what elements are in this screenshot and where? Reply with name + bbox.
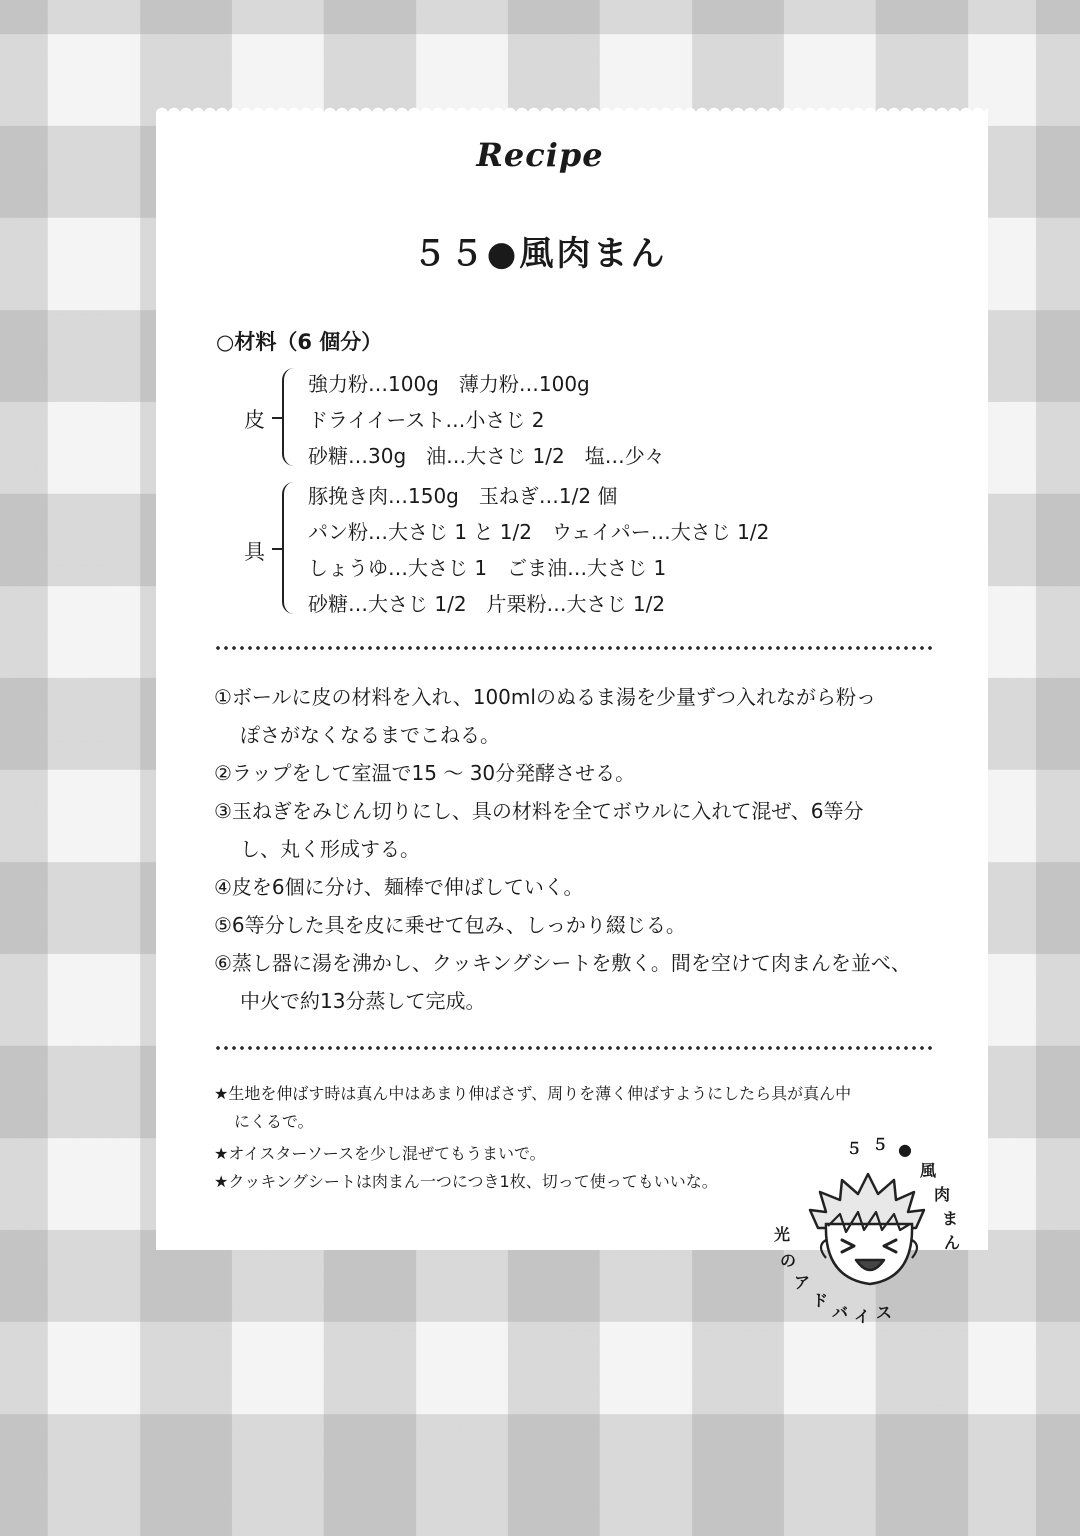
badge-char: 光: [774, 1225, 791, 1244]
ingredient-line: 砂糖…30g 油…大さじ 1/2 塩…少々: [308, 444, 665, 468]
dotted-divider: [214, 1046, 936, 1050]
step-text: ⑥蒸し器に湯を沸かし、クッキングシートを敷く。間を空けて肉まんを並べ、: [214, 951, 911, 975]
step-2: [214, 754, 944, 792]
badge-char: 風: [920, 1161, 937, 1180]
step-text: ③玉ねぎをみじん切りにし、具の材料を全てボウルに入れて混ぜ、6等分: [214, 799, 864, 823]
ingredient-line: 砂糖…大さじ 1/2 片栗粉…大さじ 1/2: [308, 592, 666, 616]
badge-char: ス: [876, 1303, 893, 1322]
note-1: [214, 1080, 944, 1136]
step-text: ④皮を6個に分け、麺棒で伸ばしていく。: [214, 875, 584, 899]
step-3: [214, 792, 944, 868]
recipe-label: Recipe: [476, 136, 604, 174]
step-6: [214, 944, 944, 1020]
note-text: ★オイスターソースを少し混ぜてもうまいで。: [214, 1144, 546, 1163]
note-text-cont: にくるで。: [234, 1112, 314, 1131]
note-text: ★生地を伸ばす時は真ん中はあまり伸ばさず、周りを薄く伸ばすようにしたら具が真ん中: [214, 1084, 852, 1103]
badge-char: ●: [898, 1140, 912, 1159]
step-1: [214, 678, 944, 754]
badge-char: イ: [854, 1307, 871, 1326]
step-text: ①ボールに皮の材料を入れ、100mlのぬるま湯を少量ずつ入れながら粉っ: [214, 685, 876, 709]
badge-char: ５: [846, 1139, 863, 1158]
character-face-icon: [800, 1166, 940, 1296]
dotted-divider: [214, 646, 936, 650]
step-5: [214, 906, 944, 944]
badge-char: ん: [944, 1233, 961, 1252]
ingredient-line: 豚挽き肉…150g 玉ねぎ…1/2 個: [308, 484, 618, 508]
badge-char: 肉: [934, 1185, 951, 1204]
badge-char: ド: [812, 1291, 829, 1310]
step-4: [214, 868, 944, 906]
note-text: ★クッキングシートは肉まん一つにつき1枚、切って使ってもいいな。: [214, 1172, 718, 1191]
note-2: [214, 1140, 944, 1168]
badge-char: の: [780, 1251, 797, 1270]
ingredient-line: ドライイースト…小さじ 2: [308, 408, 545, 432]
group-label-filling: 具: [244, 540, 265, 564]
brace-filling: [282, 482, 296, 614]
step-text-cont: 中火で約13分蒸して完成。: [240, 989, 486, 1013]
ingredients-heading: ○材料（6 個分）: [216, 330, 383, 354]
badge-char: ア: [794, 1273, 811, 1292]
step-text-cont: し、丸く形成する。: [240, 837, 420, 861]
step-text: ②ラップをして室温で15 〜 30分発酵させる。: [214, 761, 636, 785]
step-text: ⑤6等分した具を皮に乗せて包み、しっかり綴じる。: [214, 913, 686, 937]
ingredient-line: しょうゆ…大さじ 1 ごま油…大さじ 1: [308, 556, 667, 580]
recipe-title: ５５●風肉まん: [412, 234, 668, 274]
ingredient-line: 強力粉…100g 薄力粉…100g: [308, 372, 590, 396]
step-text-cont: ぽさがなくなるまでこねる。: [240, 723, 500, 747]
badge-char: バ: [832, 1303, 849, 1322]
badge-char: ま: [942, 1209, 959, 1228]
ingredient-line: パン粉…大さじ 1 と 1/2 ウェイパー…大さじ 1/2: [308, 520, 770, 544]
badge-char: ５: [872, 1135, 889, 1154]
brace-skin: [282, 368, 296, 466]
group-label-skin: 皮: [244, 408, 265, 432]
